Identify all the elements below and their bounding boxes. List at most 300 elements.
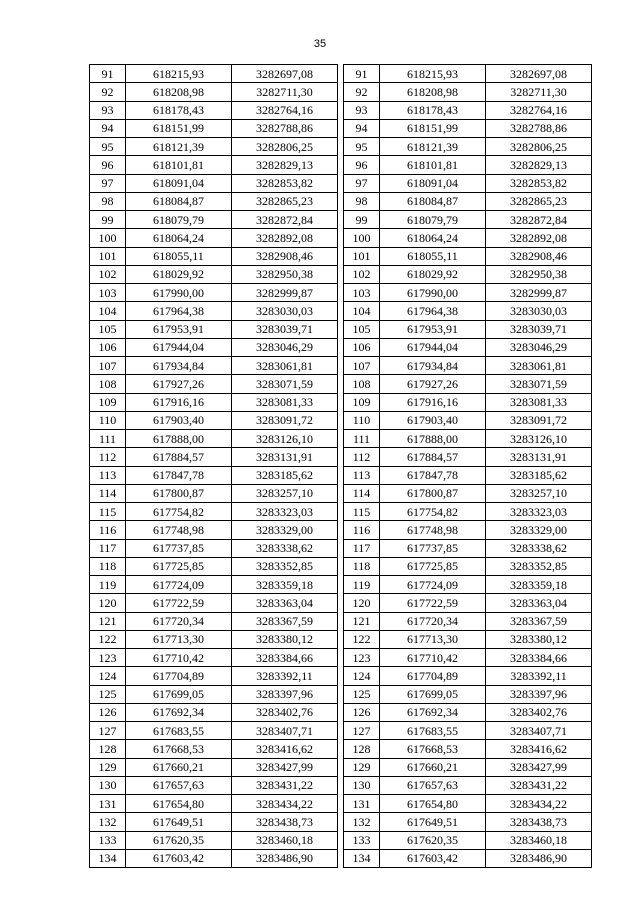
- table-row: [344, 375, 592, 393]
- y-coordinate-cell: 3283039,71: [232, 320, 338, 338]
- y-coordinate-cell: 3283185,62: [232, 466, 338, 484]
- y-coordinate-cell: 3283402,76: [486, 703, 592, 721]
- x-coordinate-cell: 618079,79: [380, 211, 486, 229]
- x-coordinate-cell: 617660,21: [126, 758, 232, 776]
- point-number-cell: 105: [344, 320, 380, 338]
- table-row: [90, 557, 338, 575]
- y-coordinate-cell: 3283363,04: [232, 594, 338, 612]
- y-coordinate-cell: 3282806,25: [486, 138, 592, 156]
- y-coordinate-cell: 3282892,08: [232, 229, 338, 247]
- y-coordinate-cell: 3283367,59: [232, 612, 338, 630]
- point-number-cell: 122: [344, 630, 380, 648]
- table-row: [90, 393, 338, 411]
- x-coordinate-cell: 617934,84: [380, 357, 486, 375]
- x-coordinate-cell: 617737,85: [126, 539, 232, 557]
- table-row: [90, 320, 338, 338]
- y-coordinate-cell: 3283384,66: [232, 649, 338, 667]
- point-number-cell: 98: [344, 192, 380, 210]
- table-row: [344, 521, 592, 539]
- y-coordinate-cell: 3283126,10: [232, 430, 338, 448]
- y-coordinate-cell: 3283352,85: [232, 557, 338, 575]
- point-number-cell: 101: [90, 247, 126, 265]
- table-row: [90, 119, 338, 137]
- x-coordinate-cell: 618091,04: [380, 174, 486, 192]
- x-coordinate-cell: 617724,09: [126, 576, 232, 594]
- y-coordinate-cell: 3283397,96: [486, 685, 592, 703]
- x-coordinate-cell: 617699,05: [126, 685, 232, 703]
- point-number-cell: 123: [90, 649, 126, 667]
- y-coordinate-cell: 3283352,85: [486, 557, 592, 575]
- x-coordinate-cell: 617699,05: [380, 685, 486, 703]
- point-number-cell: 106: [90, 338, 126, 356]
- table-row: [344, 448, 592, 466]
- y-coordinate-cell: 3283046,29: [486, 338, 592, 356]
- table-row: [90, 831, 338, 849]
- x-coordinate-cell: 618121,39: [380, 138, 486, 156]
- y-coordinate-cell: 3283427,99: [232, 758, 338, 776]
- y-coordinate-cell: 3283091,72: [486, 411, 592, 429]
- point-number-cell: 126: [344, 703, 380, 721]
- y-coordinate-cell: 3283384,66: [486, 649, 592, 667]
- table-row: [344, 612, 592, 630]
- point-number-cell: 92: [90, 83, 126, 101]
- point-number-cell: 125: [344, 685, 380, 703]
- y-coordinate-cell: 3282697,08: [232, 65, 338, 83]
- x-coordinate-cell: 617725,85: [126, 557, 232, 575]
- y-coordinate-cell: 3282872,84: [232, 211, 338, 229]
- x-coordinate-cell: 618055,11: [380, 247, 486, 265]
- point-number-cell: 95: [344, 138, 380, 156]
- point-number-cell: 104: [344, 302, 380, 320]
- x-coordinate-cell: 617660,21: [380, 758, 486, 776]
- point-number-cell: 108: [344, 375, 380, 393]
- table-row: [90, 776, 338, 794]
- table-row: [344, 229, 592, 247]
- point-number-cell: 108: [90, 375, 126, 393]
- y-coordinate-cell: 3283091,72: [232, 411, 338, 429]
- x-coordinate-cell: 618029,92: [380, 265, 486, 283]
- x-coordinate-cell: 617713,30: [126, 630, 232, 648]
- x-coordinate-cell: 617903,40: [126, 411, 232, 429]
- x-coordinate-cell: 617754,82: [380, 503, 486, 521]
- y-coordinate-cell: 3282764,16: [486, 101, 592, 119]
- y-coordinate-cell: 3283081,33: [232, 393, 338, 411]
- point-number-cell: 130: [344, 776, 380, 794]
- x-coordinate-cell: 617953,91: [380, 320, 486, 338]
- table-row: [344, 795, 592, 813]
- x-coordinate-cell: 617657,63: [126, 776, 232, 794]
- table-row: [90, 539, 338, 557]
- table-row: [344, 211, 592, 229]
- table-row: [344, 338, 592, 356]
- table-row: [344, 776, 592, 794]
- y-coordinate-cell: 3282865,23: [486, 192, 592, 210]
- x-coordinate-cell: 617916,16: [380, 393, 486, 411]
- x-coordinate-cell: 617603,42: [126, 849, 232, 867]
- x-coordinate-cell: 618151,99: [380, 119, 486, 137]
- point-number-cell: 117: [344, 539, 380, 557]
- point-number-cell: 111: [90, 430, 126, 448]
- x-coordinate-cell: 618084,87: [126, 192, 232, 210]
- table-row: [90, 503, 338, 521]
- x-coordinate-cell: 618091,04: [126, 174, 232, 192]
- point-number-cell: 124: [344, 667, 380, 685]
- x-coordinate-cell: 617888,00: [380, 430, 486, 448]
- table-row: [344, 357, 592, 375]
- y-coordinate-cell: 3283363,04: [486, 594, 592, 612]
- y-coordinate-cell: 3283030,03: [486, 302, 592, 320]
- y-coordinate-cell: 3283460,18: [232, 831, 338, 849]
- y-coordinate-cell: 3283323,03: [232, 503, 338, 521]
- table-row: [90, 594, 338, 612]
- x-coordinate-cell: 617944,04: [126, 338, 232, 356]
- point-number-cell: 128: [344, 740, 380, 758]
- point-number-cell: 101: [344, 247, 380, 265]
- point-number-cell: 121: [90, 612, 126, 630]
- y-coordinate-cell: 3282806,25: [232, 138, 338, 156]
- x-coordinate-cell: 617654,80: [380, 795, 486, 813]
- x-coordinate-cell: 617657,63: [380, 776, 486, 794]
- point-number-cell: 119: [90, 576, 126, 594]
- x-coordinate-cell: 617903,40: [380, 411, 486, 429]
- x-coordinate-cell: 617620,35: [126, 831, 232, 849]
- y-coordinate-cell: 3283367,59: [486, 612, 592, 630]
- x-coordinate-cell: 618215,93: [126, 65, 232, 83]
- x-coordinate-cell: 617720,34: [380, 612, 486, 630]
- x-coordinate-cell: 617927,26: [380, 375, 486, 393]
- x-coordinate-cell: 617800,87: [126, 484, 232, 502]
- point-number-cell: 132: [90, 813, 126, 831]
- x-coordinate-cell: 618101,81: [380, 156, 486, 174]
- point-number-cell: 93: [344, 101, 380, 119]
- table-row: [90, 247, 338, 265]
- x-coordinate-cell: 617724,09: [380, 576, 486, 594]
- table-row: [344, 302, 592, 320]
- table-row: [90, 630, 338, 648]
- table-row: [344, 393, 592, 411]
- point-number-cell: 106: [344, 338, 380, 356]
- y-coordinate-cell: 3283061,81: [486, 357, 592, 375]
- table-row: [90, 722, 338, 740]
- y-coordinate-cell: 3283126,10: [486, 430, 592, 448]
- y-coordinate-cell: 3283257,10: [486, 484, 592, 502]
- y-coordinate-cell: 3282950,38: [232, 265, 338, 283]
- x-coordinate-cell: 618101,81: [126, 156, 232, 174]
- point-number-cell: 94: [344, 119, 380, 137]
- y-coordinate-cell: 3283397,96: [232, 685, 338, 703]
- point-number-cell: 93: [90, 101, 126, 119]
- table-row: [90, 357, 338, 375]
- y-coordinate-cell: 3283030,03: [232, 302, 338, 320]
- x-coordinate-cell: 617927,26: [126, 375, 232, 393]
- x-coordinate-cell: 617953,91: [126, 320, 232, 338]
- point-number-cell: 113: [344, 466, 380, 484]
- y-coordinate-cell: 3283407,71: [232, 722, 338, 740]
- x-coordinate-cell: 617847,78: [126, 466, 232, 484]
- table-row: [344, 649, 592, 667]
- y-coordinate-cell: 3283131,91: [232, 448, 338, 466]
- x-coordinate-cell: 618121,39: [126, 138, 232, 156]
- y-coordinate-cell: 3283338,62: [486, 539, 592, 557]
- y-coordinate-cell: 3282908,46: [232, 247, 338, 265]
- point-number-cell: 134: [344, 849, 380, 867]
- table-row: [344, 685, 592, 703]
- table-row: [90, 466, 338, 484]
- y-coordinate-cell: 3283039,71: [486, 320, 592, 338]
- point-number-cell: 122: [90, 630, 126, 648]
- point-number-cell: 129: [90, 758, 126, 776]
- table-row: [90, 411, 338, 429]
- y-coordinate-cell: 3283380,12: [232, 630, 338, 648]
- table-row: [344, 849, 592, 867]
- point-number-cell: 100: [344, 229, 380, 247]
- x-coordinate-cell: 617603,42: [380, 849, 486, 867]
- point-number-cell: 107: [90, 357, 126, 375]
- table-row: [344, 594, 592, 612]
- x-coordinate-cell: 617654,80: [126, 795, 232, 813]
- y-coordinate-cell: 3283407,71: [486, 722, 592, 740]
- y-coordinate-cell: 3283427,99: [486, 758, 592, 776]
- point-number-cell: 115: [344, 503, 380, 521]
- y-coordinate-cell: 3283438,73: [486, 813, 592, 831]
- point-number-cell: 124: [90, 667, 126, 685]
- y-coordinate-cell: 3283416,62: [486, 740, 592, 758]
- point-number-cell: 110: [344, 411, 380, 429]
- y-coordinate-cell: 3283486,90: [486, 849, 592, 867]
- x-coordinate-cell: 617722,59: [380, 594, 486, 612]
- table-row: [90, 156, 338, 174]
- y-coordinate-cell: 3283438,73: [232, 813, 338, 831]
- y-coordinate-cell: 3282829,13: [232, 156, 338, 174]
- point-number-cell: 127: [344, 722, 380, 740]
- table-row: [344, 430, 592, 448]
- y-coordinate-cell: 3282892,08: [486, 229, 592, 247]
- point-number-cell: 120: [344, 594, 380, 612]
- table-row: [90, 430, 338, 448]
- x-coordinate-cell: 618215,93: [380, 65, 486, 83]
- y-coordinate-cell: 3282950,38: [486, 265, 592, 283]
- point-number-cell: 133: [344, 831, 380, 849]
- page-number: 35: [313, 38, 327, 50]
- table-row: [90, 667, 338, 685]
- table-row: [344, 740, 592, 758]
- point-number-cell: 99: [90, 211, 126, 229]
- table-row: [90, 338, 338, 356]
- x-coordinate-cell: 617847,78: [380, 466, 486, 484]
- x-coordinate-cell: 618151,99: [126, 119, 232, 137]
- y-coordinate-cell: 3283380,12: [486, 630, 592, 648]
- y-coordinate-cell: 3283431,22: [486, 776, 592, 794]
- point-number-cell: 95: [90, 138, 126, 156]
- point-number-cell: 131: [344, 795, 380, 813]
- point-number-cell: 105: [90, 320, 126, 338]
- point-number-cell: 110: [90, 411, 126, 429]
- y-coordinate-cell: 3283338,62: [232, 539, 338, 557]
- table-row: [344, 667, 592, 685]
- table-row: [90, 758, 338, 776]
- point-number-cell: 102: [90, 265, 126, 283]
- y-coordinate-cell: 3282853,82: [486, 174, 592, 192]
- x-coordinate-cell: 617888,00: [126, 430, 232, 448]
- point-number-cell: 132: [344, 813, 380, 831]
- point-number-cell: 118: [90, 557, 126, 575]
- point-number-cell: 96: [90, 156, 126, 174]
- y-coordinate-cell: 3282788,86: [486, 119, 592, 137]
- point-number-cell: 121: [344, 612, 380, 630]
- x-coordinate-cell: 617916,16: [126, 393, 232, 411]
- y-coordinate-cell: 3283434,22: [486, 795, 592, 813]
- x-coordinate-cell: 617944,04: [380, 338, 486, 356]
- table-row: [344, 101, 592, 119]
- x-coordinate-cell: 617668,53: [126, 740, 232, 758]
- point-number-cell: 92: [344, 83, 380, 101]
- table-row: [344, 576, 592, 594]
- table-row: [90, 65, 338, 83]
- point-number-cell: 104: [90, 302, 126, 320]
- y-coordinate-cell: 3283046,29: [232, 338, 338, 356]
- point-number-cell: 116: [90, 521, 126, 539]
- point-number-cell: 94: [90, 119, 126, 137]
- x-coordinate-cell: 617990,00: [126, 284, 232, 302]
- table-row: [344, 192, 592, 210]
- x-coordinate-cell: 617683,55: [380, 722, 486, 740]
- table-row: [344, 503, 592, 521]
- point-number-cell: 114: [344, 484, 380, 502]
- table-row: [90, 448, 338, 466]
- y-coordinate-cell: 3283431,22: [232, 776, 338, 794]
- y-coordinate-cell: 3283359,18: [232, 576, 338, 594]
- table-row: [90, 101, 338, 119]
- point-number-cell: 118: [344, 557, 380, 575]
- table-row: [344, 265, 592, 283]
- table-row: [90, 703, 338, 721]
- x-coordinate-cell: 617713,30: [380, 630, 486, 648]
- x-coordinate-cell: 618178,43: [380, 101, 486, 119]
- table-row: [344, 630, 592, 648]
- table-row: [344, 119, 592, 137]
- point-number-cell: 134: [90, 849, 126, 867]
- coordinates-table-left: [89, 64, 338, 868]
- point-number-cell: 116: [344, 521, 380, 539]
- x-coordinate-cell: 617683,55: [126, 722, 232, 740]
- point-number-cell: 115: [90, 503, 126, 521]
- table-row: [344, 831, 592, 849]
- point-number-cell: 109: [90, 393, 126, 411]
- table-row: [344, 174, 592, 192]
- y-coordinate-cell: 3282829,13: [486, 156, 592, 174]
- point-number-cell: 103: [344, 284, 380, 302]
- point-number-cell: 127: [90, 722, 126, 740]
- x-coordinate-cell: 617737,85: [380, 539, 486, 557]
- y-coordinate-cell: 3283392,11: [486, 667, 592, 685]
- y-coordinate-cell: 3282872,84: [486, 211, 592, 229]
- x-coordinate-cell: 618064,24: [126, 229, 232, 247]
- table-row: [90, 521, 338, 539]
- table-row: [90, 83, 338, 101]
- x-coordinate-cell: 618055,11: [126, 247, 232, 265]
- point-number-cell: 119: [344, 576, 380, 594]
- table-row: [90, 685, 338, 703]
- x-coordinate-cell: 617964,38: [380, 302, 486, 320]
- table-row: [344, 65, 592, 83]
- point-number-cell: 114: [90, 484, 126, 502]
- y-coordinate-cell: 3283131,91: [486, 448, 592, 466]
- y-coordinate-cell: 3283434,22: [232, 795, 338, 813]
- table-row: [344, 284, 592, 302]
- point-number-cell: 99: [344, 211, 380, 229]
- point-number-cell: 123: [344, 649, 380, 667]
- y-coordinate-cell: 3282999,87: [232, 284, 338, 302]
- y-coordinate-cell: 3283460,18: [486, 831, 592, 849]
- point-number-cell: 133: [90, 831, 126, 849]
- x-coordinate-cell: 618064,24: [380, 229, 486, 247]
- point-number-cell: 91: [344, 65, 380, 83]
- y-coordinate-cell: 3283416,62: [232, 740, 338, 758]
- table-row: [90, 740, 338, 758]
- table-row: [90, 649, 338, 667]
- point-number-cell: 91: [90, 65, 126, 83]
- x-coordinate-cell: 617704,89: [380, 667, 486, 685]
- point-number-cell: 102: [344, 265, 380, 283]
- y-coordinate-cell: 3282697,08: [486, 65, 592, 83]
- table-row: [344, 320, 592, 338]
- point-number-cell: 130: [90, 776, 126, 794]
- point-number-cell: 120: [90, 594, 126, 612]
- x-coordinate-cell: 618178,43: [126, 101, 232, 119]
- x-coordinate-cell: 617692,34: [126, 703, 232, 721]
- table-row: [90, 612, 338, 630]
- point-number-cell: 113: [90, 466, 126, 484]
- point-number-cell: 98: [90, 192, 126, 210]
- y-coordinate-cell: 3283329,00: [232, 521, 338, 539]
- y-coordinate-cell: 3283323,03: [486, 503, 592, 521]
- table-row: [90, 229, 338, 247]
- x-coordinate-cell: 617668,53: [380, 740, 486, 758]
- point-number-cell: 112: [344, 448, 380, 466]
- table-row: [90, 211, 338, 229]
- x-coordinate-cell: 617884,57: [126, 448, 232, 466]
- x-coordinate-cell: 618084,87: [380, 192, 486, 210]
- point-number-cell: 126: [90, 703, 126, 721]
- point-number-cell: 107: [344, 357, 380, 375]
- y-coordinate-cell: 3282764,16: [232, 101, 338, 119]
- table-row: [344, 758, 592, 776]
- x-coordinate-cell: 617934,84: [126, 357, 232, 375]
- x-coordinate-cell: 618208,98: [380, 83, 486, 101]
- y-coordinate-cell: 3282908,46: [486, 247, 592, 265]
- table-row: [344, 722, 592, 740]
- table-row: [90, 849, 338, 867]
- x-coordinate-cell: 617720,34: [126, 612, 232, 630]
- point-number-cell: 112: [90, 448, 126, 466]
- table-row: [344, 156, 592, 174]
- table-row: [344, 703, 592, 721]
- point-number-cell: 131: [90, 795, 126, 813]
- table-row: [344, 484, 592, 502]
- table-row: [90, 576, 338, 594]
- y-coordinate-cell: 3282865,23: [232, 192, 338, 210]
- x-coordinate-cell: 617620,35: [380, 831, 486, 849]
- x-coordinate-cell: 617990,00: [380, 284, 486, 302]
- table-row: [90, 375, 338, 393]
- x-coordinate-cell: 618079,79: [126, 211, 232, 229]
- x-coordinate-cell: 617722,59: [126, 594, 232, 612]
- y-coordinate-cell: 3282999,87: [486, 284, 592, 302]
- x-coordinate-cell: 618208,98: [126, 83, 232, 101]
- table-row: [90, 174, 338, 192]
- table-row: [90, 484, 338, 502]
- y-coordinate-cell: 3283061,81: [232, 357, 338, 375]
